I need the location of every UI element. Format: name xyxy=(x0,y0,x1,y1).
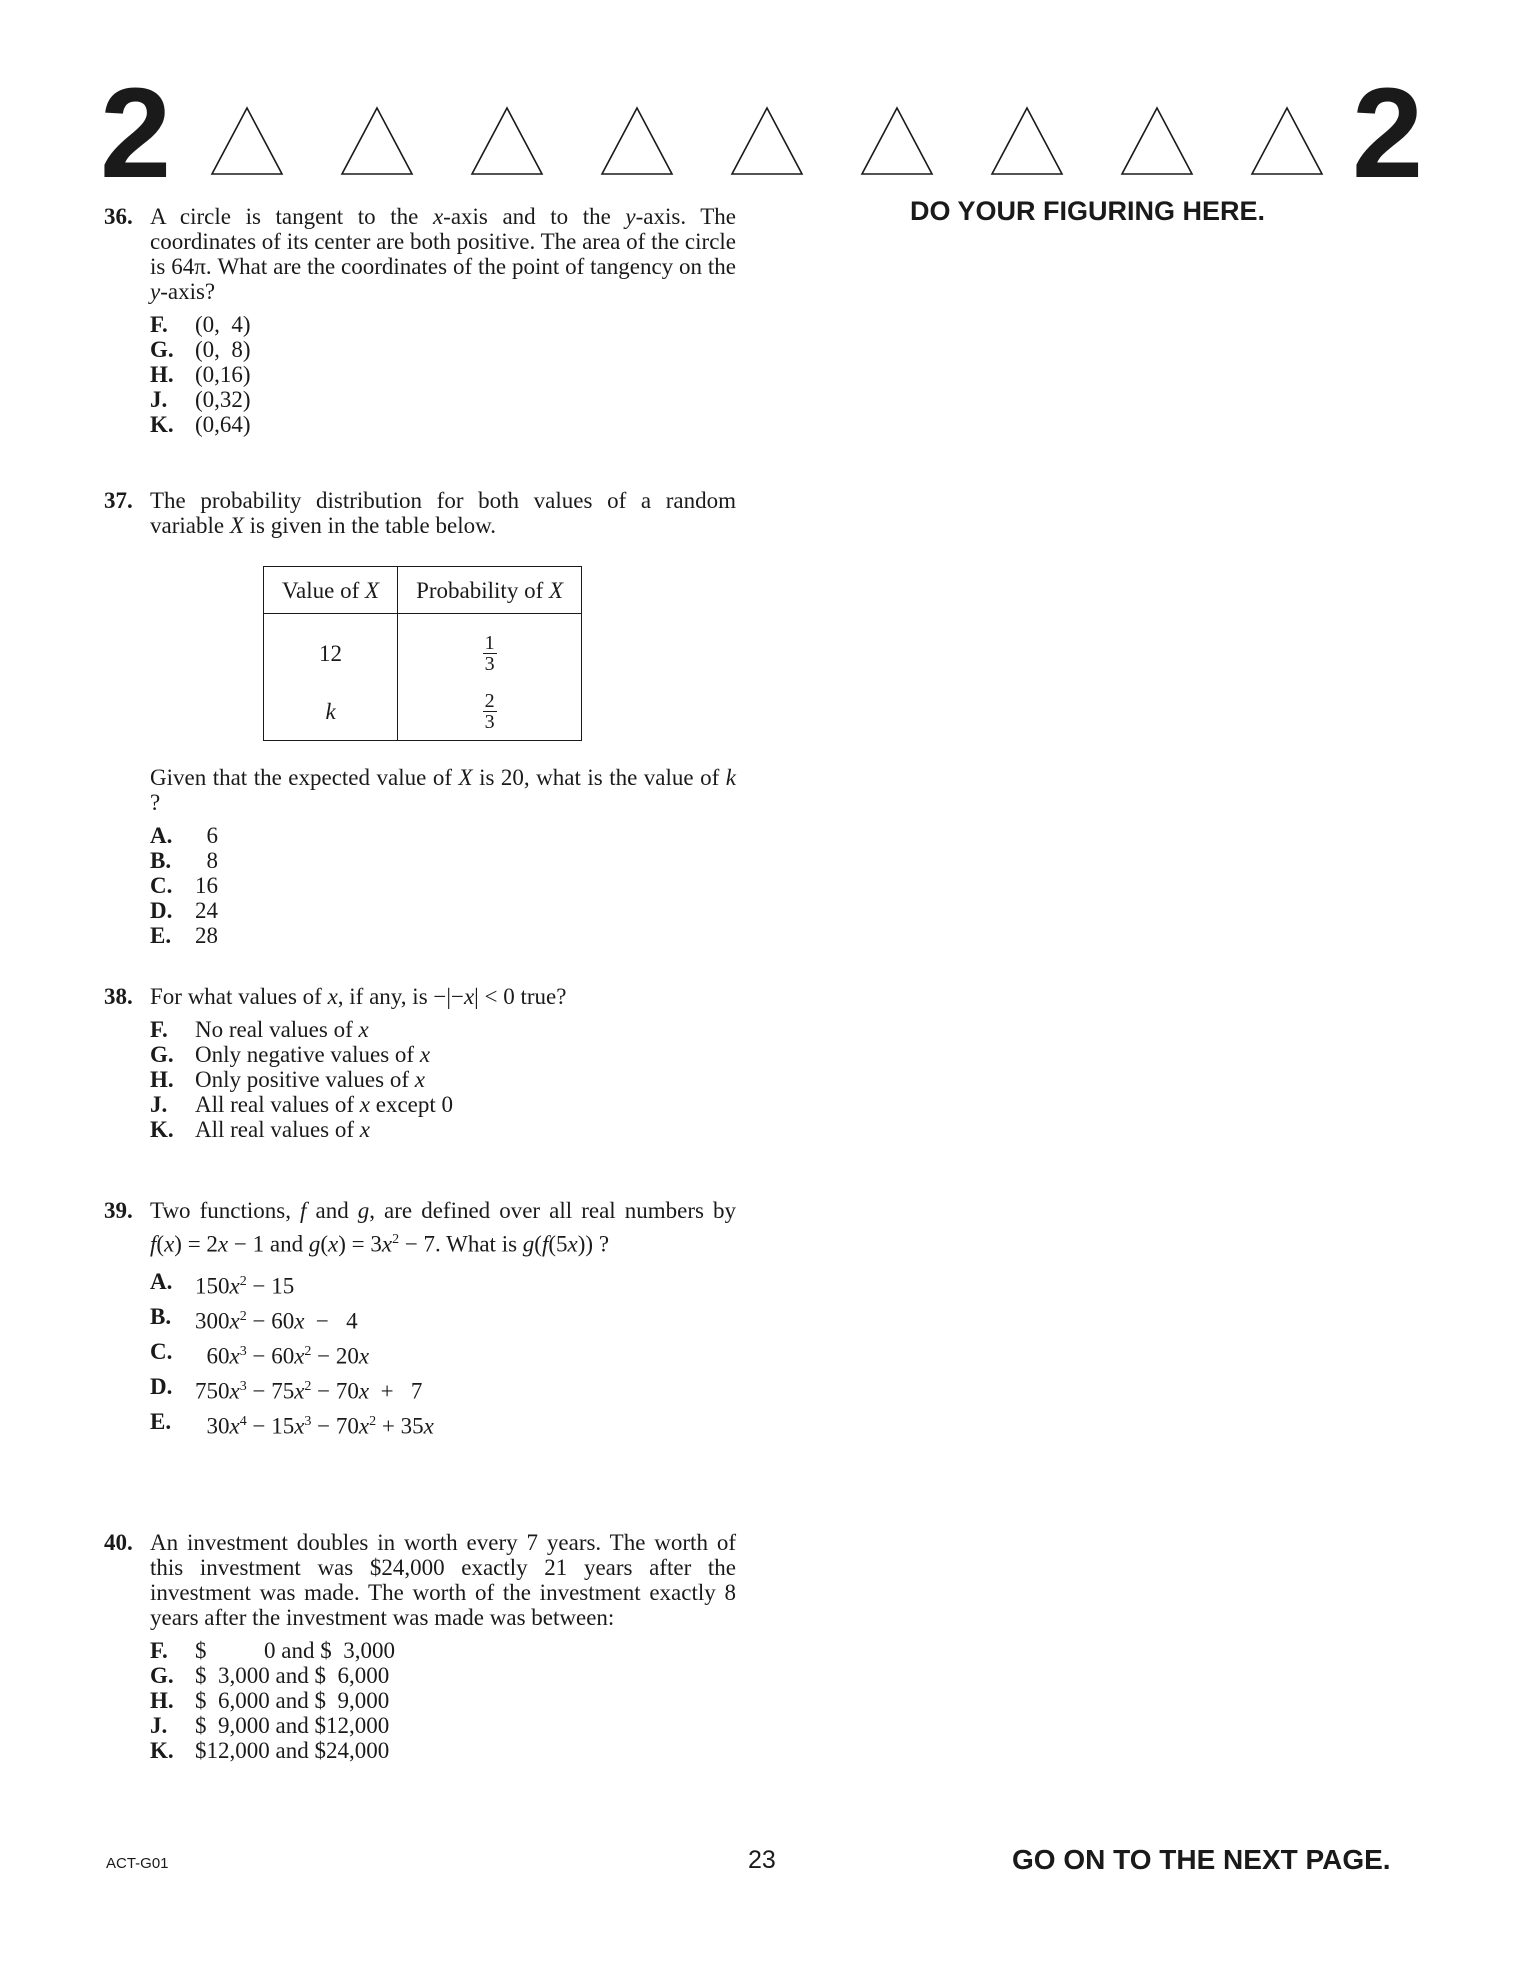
option-letter: J. xyxy=(150,1713,168,1738)
option-letter: K. xyxy=(150,412,174,437)
option-letter: K. xyxy=(150,1117,174,1142)
option-letter: C. xyxy=(150,1338,173,1364)
question-followup: Given that the expected value of X is 20, what is the value of k ? xyxy=(150,765,736,815)
answer-option xyxy=(150,898,736,923)
option-text: 16 xyxy=(195,873,218,898)
question-stem: For what values of x, if any, is −|−x| < 0 true? xyxy=(150,984,567,1009)
option-text: $12,000 and $24,000 xyxy=(195,1738,390,1763)
answer-option xyxy=(150,1017,736,1042)
answer-option xyxy=(150,1092,736,1117)
option-text: 6 xyxy=(195,823,218,848)
table-row xyxy=(264,682,582,741)
triangle-icon xyxy=(470,106,544,176)
option-letter: F. xyxy=(150,1638,168,1663)
next-page-instruction: GO ON TO THE NEXT PAGE. xyxy=(1012,1844,1391,1875)
option-letter: G. xyxy=(150,337,174,362)
value-cell: k xyxy=(325,698,336,724)
answer-option xyxy=(150,412,736,437)
answer-option xyxy=(150,387,736,412)
triangle-icon xyxy=(600,106,674,176)
triangle-icon xyxy=(860,106,934,176)
option-text: $ 6,000 and $ 9,000 xyxy=(195,1688,390,1713)
question-38 xyxy=(104,984,736,1142)
option-letter: E. xyxy=(150,923,172,948)
option-letter: B. xyxy=(150,1303,172,1329)
triangle-icon xyxy=(1250,106,1324,176)
option-text: $ 3,000 and $ 6,000 xyxy=(195,1663,390,1688)
question-stem: A circle is tangent to the x-axis and to the y-axis. The coordinates of its center are both positive. The area of the circle is 64π. What are the coordinates of the point of tangency on the y-axis? xyxy=(150,204,737,304)
option-letter: J. xyxy=(150,387,168,412)
value-cell: 12 xyxy=(319,640,343,666)
answer-option xyxy=(150,312,736,337)
option-text: Only positive values of x xyxy=(195,1067,425,1092)
option-text: All real values of x xyxy=(195,1117,370,1142)
option-letter: G. xyxy=(150,1663,174,1688)
answer-option xyxy=(150,923,736,948)
form-code: ACT-G01 xyxy=(106,1855,169,1872)
option-text: 28 xyxy=(195,923,218,948)
option-text: 8 xyxy=(195,848,218,873)
answer-options xyxy=(150,312,736,437)
option-text: (0, 4) xyxy=(195,312,251,337)
answer-option xyxy=(150,1663,736,1688)
answer-option xyxy=(150,1267,736,1302)
option-letter: K. xyxy=(150,1738,174,1763)
answer-option xyxy=(150,1688,736,1713)
answer-options xyxy=(150,1638,736,1763)
option-text: (0,64) xyxy=(195,412,251,437)
question-number: 37. xyxy=(104,488,133,513)
question-stem: An investment doubles in worth every 7 years. The worth of this investment was $24,000 exactly 21 years after the investment was made. The worth of the investment exactly 8 years after the investment was made was between: xyxy=(150,1530,736,1630)
option-letter: F. xyxy=(150,1017,168,1042)
answer-option xyxy=(150,1067,736,1092)
triangle-icon xyxy=(340,106,414,176)
option-text: 24 xyxy=(195,898,218,923)
triangle-icon xyxy=(1120,106,1194,176)
option-letter: A. xyxy=(150,1268,173,1294)
option-letter: H. xyxy=(150,1688,174,1713)
option-letter: C. xyxy=(150,873,173,898)
question-37 xyxy=(104,488,736,948)
question-36 xyxy=(104,204,736,437)
option-text: No real values of x xyxy=(195,1017,369,1042)
probability-fraction: $\frac{1}{3}$ xyxy=(484,631,495,675)
table-row xyxy=(264,614,582,683)
answer-option xyxy=(150,337,736,362)
answer-option xyxy=(150,362,736,387)
question-stem: Two functions, f and g, are defined over all real numbers by f(x) = 2x − 1 and $g(x) = 3x^2 - 7$. What is g(f(5x)) ? xyxy=(150,1198,736,1257)
option-text: (0, 8) xyxy=(195,337,251,362)
triangle-icon xyxy=(990,106,1064,176)
option-text: $ 0 and $ 3,000 xyxy=(195,1638,395,1663)
triangle-row xyxy=(0,106,1530,178)
answer-option xyxy=(150,873,736,898)
question-number: 39. xyxy=(104,1198,133,1223)
question-number: 38. xyxy=(104,984,133,1009)
option-text: $300x^2 - 60x - 4$ xyxy=(195,1308,358,1334)
option-text: Only negative values of x xyxy=(195,1042,431,1067)
answer-option xyxy=(150,1337,736,1372)
answer-option xyxy=(150,848,736,873)
answer-options xyxy=(150,1267,736,1442)
table-header-value: Value of X xyxy=(264,567,398,614)
question-stem: The probability distribution for both values of a random variable X is given in the table below. xyxy=(150,488,736,538)
question-39 xyxy=(104,1196,736,1442)
option-letter: A. xyxy=(150,823,173,848)
option-letter: F. xyxy=(150,312,168,337)
question-number: 40. xyxy=(104,1530,133,1555)
answer-option xyxy=(150,1407,736,1442)
answer-option xyxy=(150,1638,736,1663)
option-text: (0,16) xyxy=(195,362,251,387)
page-number: 23 xyxy=(748,1846,776,1874)
table-header-probability: Probability of X xyxy=(398,567,582,614)
option-letter: E. xyxy=(150,1408,172,1434)
answer-option xyxy=(150,1042,736,1067)
figuring-label: DO YOUR FIGURING HERE. xyxy=(910,196,1266,226)
triangle-icon xyxy=(210,106,284,176)
answer-option xyxy=(150,1372,736,1407)
option-text: $60x^3 - 60x^2 - 20x$ xyxy=(195,1343,370,1369)
section-number-left: 2 xyxy=(100,62,170,205)
option-letter: D. xyxy=(150,898,173,923)
option-letter: J. xyxy=(150,1092,168,1117)
option-letter: H. xyxy=(150,362,174,387)
probability-fraction: $\frac{2}{3}$ xyxy=(484,689,495,733)
option-text: $150x^2 - 15$ xyxy=(195,1273,295,1299)
probability-table xyxy=(263,566,582,741)
option-text: All real values of x except 0 xyxy=(195,1092,454,1117)
answer-option xyxy=(150,1738,736,1763)
option-letter: B. xyxy=(150,848,172,873)
option-letter: D. xyxy=(150,1373,173,1399)
option-text: $750x^3 - 75x^2 - 70x + 7$ xyxy=(195,1378,423,1404)
section-number-right: 2 xyxy=(1352,62,1422,205)
option-text: $30x^4 - 15x^3 - 70x^2 + 35x$ xyxy=(195,1413,434,1439)
answer-options xyxy=(150,1017,736,1142)
answer-option xyxy=(150,823,736,848)
question-40 xyxy=(104,1530,736,1763)
option-text: $ 9,000 and $12,000 xyxy=(195,1713,390,1738)
answer-option xyxy=(150,1713,736,1738)
option-letter: G. xyxy=(150,1042,174,1067)
option-letter: H. xyxy=(150,1067,174,1092)
answer-option xyxy=(150,1117,736,1142)
answer-options xyxy=(150,823,736,948)
triangle-icon xyxy=(730,106,804,176)
question-number: 36. xyxy=(104,204,133,229)
answer-option xyxy=(150,1302,736,1337)
option-text: (0,32) xyxy=(195,387,251,412)
